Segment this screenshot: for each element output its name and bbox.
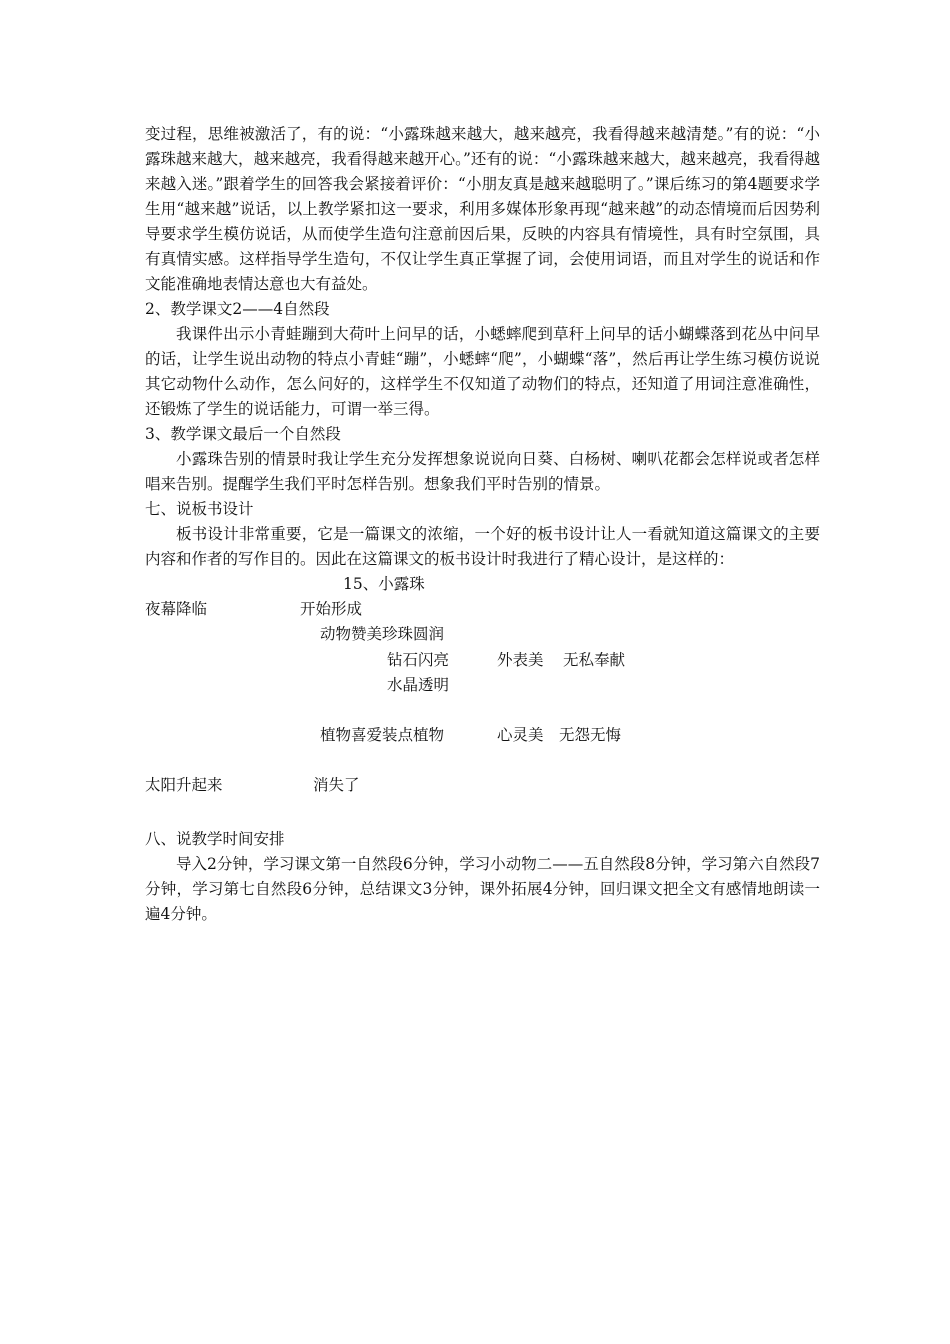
board-sunrise: 太阳升起来 — [145, 776, 223, 794]
board-title: 15、小露珠 — [343, 575, 425, 593]
board-diamond: 钻石闪亮 — [387, 651, 450, 669]
section-7-paragraph: 板书设计非常重要，它是一篇课文的浓缩，一个好的板书设计让人一看就知道这篇课文的主要内容和作者的写作目的。因此在这篇课文的板书设计时我进行了精心设计，是这样的： — [145, 525, 820, 568]
section-8-paragraph: 导入2分钟，学习课文第一自然段6分钟，学习小动物二——五自然段8分钟，学习第六自然段7分钟，学习第七自然段6分钟，总结课文3分钟，课外拓展4分钟，回归课文把全文有感情地朗读一遍4分钟。 — [145, 855, 820, 923]
section-7-heading: 七、说板书设计 — [145, 500, 254, 518]
section-2-heading: 2、教学课文2——4自然段 — [145, 300, 330, 318]
spacer — [145, 802, 820, 827]
board-night: 夜幕降临 — [145, 600, 208, 618]
section-2-paragraph: 我课件出示小青蛙蹦到大荷叶上问早的话，小蟋蟀爬到草秆上问早的话小蝴蝶落到花丛中问早的话，让学生说出动物的特点小青蛙“蹦”，小蟋蟀“爬”，小蝴蝶“落”，然后再让学生练习模仿说说其它动物什么动作，怎么问好的，这样学生不仅知道了动物们的特点，还知道了用词注意准确性，还锻炼了学生的说话能力，可谓一举三得。 — [145, 325, 820, 418]
board-no-regret: 无怨无悔 — [559, 726, 622, 744]
section-3-heading: 3、教学课文最后一个自然段 — [145, 425, 341, 443]
document-page — [145, 122, 820, 927]
section-3-paragraph: 小露珠告别的情景时我让学生充分发挥想象说说向日葵、白杨树、喇叭花都会怎样说或者怎样唱来告别。提醒学生我们平时怎样告别。想象我们平时告别的情景。 — [145, 450, 820, 493]
board-forming: 开始形成 — [300, 600, 363, 618]
blackboard-design — [145, 572, 820, 802]
board-selfless: 无私奉献 — [563, 651, 626, 669]
intro-paragraph: 变过程，思维被激活了，有的说：“小露珠越来越大，越来越亮，我看得越来越清楚。”有的说：“小露珠越来越大，越来越亮，我看得越来越开心。”还有的说：“小露珠越来越大，越来越亮，我看得越来越入迷。”跟着学生的回答我会紧接着评价：“小朋友真是越来越聪明了。”课后练习的第4题要求学生用“越来越”说话，以上教学紧扣这一要求，利用多媒体形象再现“越来越”的动态情境而后因势利导要求学生模仿说话，从而使学生造句注意前因后果，反映的内容具有情境性，具有时空氛围，具有真情实感。这样指导学生造句，不仅让学生真正掌握了词，会使用词语，而且对学生的说话和作文能准确地表情达意也大有益处。 — [145, 125, 820, 293]
board-plants: 植物喜爱装点植物 — [320, 726, 445, 744]
board-crystal: 水晶透明 — [387, 676, 450, 694]
section-8-heading: 八、说教学时间安排 — [145, 830, 285, 848]
board-outer-beauty: 外表美 — [497, 651, 544, 669]
board-inner-beauty: 心灵美 — [497, 726, 544, 744]
board-animals: 动物赞美珍珠圆润 — [320, 625, 445, 643]
board-vanish: 消失了 — [313, 776, 360, 794]
